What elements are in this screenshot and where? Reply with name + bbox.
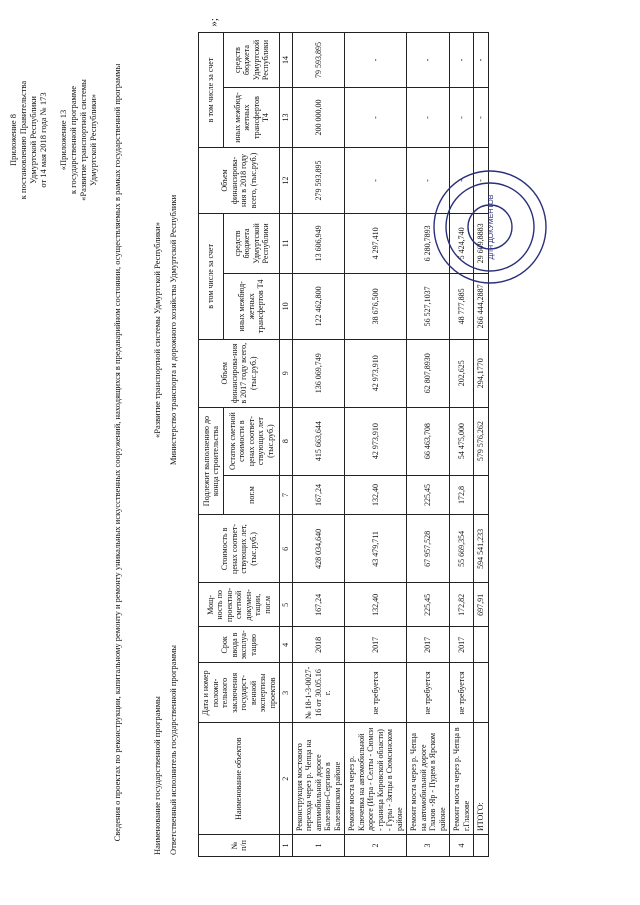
row-commission: 2017	[407, 627, 450, 663]
appendix-spacer	[48, 40, 58, 240]
row-remaining-cost: 415 663,644	[292, 407, 345, 475]
row-ur2018: -	[450, 33, 474, 88]
program-meta	[152, 50, 184, 855]
program-label: Наименование государственной программы	[152, 696, 162, 855]
row-num: 4	[450, 835, 474, 857]
header-cost: Стоимость в ценах соответ-ствующих лет, (тыс.руб.)	[199, 515, 280, 583]
row-ur2017: 6 280,7893	[407, 213, 450, 273]
total-ur2017: 29 609,8883	[474, 213, 489, 273]
row-commission: 2017	[345, 627, 407, 663]
col-index: 7	[280, 475, 293, 515]
row-capacity: 172,82	[450, 583, 474, 627]
header-commission: Срок ввода в эксплуа-тацию	[199, 627, 280, 663]
table-row	[407, 33, 450, 857]
header-fin2018: Объем финансирова-ния в 2018 году всего, (тыс.руб.)	[199, 148, 280, 214]
header-ur2017: средств бюджета Удмуртской Республики	[224, 213, 280, 273]
col-index: 8	[280, 407, 293, 475]
official-seal-stamp	[430, 167, 550, 287]
header-ur2018: средств бюджета Удмуртской Республики	[224, 33, 280, 88]
col-index: 9	[280, 339, 293, 407]
appendix-block	[8, 40, 98, 240]
appendix-line: Удмуртской Республики»	[88, 93, 98, 187]
row-fin2017: 202,625	[450, 339, 474, 407]
row-fin2018: -	[345, 148, 407, 214]
total-row	[474, 33, 489, 857]
row-num: 1	[292, 835, 345, 857]
continuation-mark: »;	[208, 18, 220, 27]
row-tr2018: -	[345, 88, 407, 148]
row-name: Ремонт моста через р. Ключевка на автомобильной дороге (Игра - Селты - Сюмси - граница Кировской области) - Гуры - Зятцы в Сюмсинском районе	[345, 723, 407, 835]
row-ur2018: 79 593,895	[292, 33, 345, 88]
row-capacity: 225,45	[407, 583, 450, 627]
header-tr2018: иных межбюд-жетных трансфертов Т4	[224, 88, 280, 148]
row-cost: 67 957,528	[407, 515, 450, 583]
col-index: 1	[280, 835, 293, 857]
total-remaining-cost: 579 576,262	[474, 407, 489, 475]
col-index: 11	[280, 213, 293, 273]
header-remaining-cost: Остаток сметной стоимости в ценах соответ-ствующих лет (тыс.руб.)	[224, 407, 280, 475]
row-name: Ремонт моста через р. Чепца в г.Глазове	[450, 723, 474, 835]
header-remaining-group: Подлежит выполнению до конца строительства	[199, 407, 224, 515]
appendix-line: Удмуртской Республики	[28, 96, 38, 184]
row-expertise: не требуется	[345, 663, 407, 723]
row-tr2018: -	[407, 88, 450, 148]
header-fin2017: Объем финансирова-ния в 2017 году всего, (тыс.руб.)	[199, 339, 280, 407]
row-tr2017: 48 777,885	[450, 273, 474, 339]
row-remaining-cost: 66 463,708	[407, 407, 450, 475]
row-commission: 2017	[450, 627, 474, 663]
row-remaining-len: 225,45	[407, 475, 450, 515]
appendix-line: «Развитие транспортной системы	[78, 79, 88, 201]
row-tr2018: -	[450, 88, 474, 148]
col-index: 6	[280, 515, 293, 583]
total-tr2018: -	[474, 88, 489, 148]
appendix-line: Приложение 8	[8, 114, 18, 166]
projects-table	[198, 32, 489, 857]
row-remaining-len: 132,40	[345, 475, 407, 515]
header-incl-2018: в том числе за счет	[199, 33, 224, 148]
row-ur2017: 5 424,740	[450, 213, 474, 273]
appendix-line: к постановлению Правительства	[18, 80, 28, 200]
row-cost: 43 479,711	[345, 515, 407, 583]
total-empty	[474, 663, 489, 723]
table-row	[292, 33, 345, 857]
header-incl-2017: в том числе за счет	[199, 213, 224, 339]
row-fin2018: -	[450, 148, 474, 214]
row-remaining-len: 167,24	[292, 475, 345, 515]
row-expertise: не требуется	[450, 663, 474, 723]
total-capacity: 697,91	[474, 583, 489, 627]
row-fin2018: 279 593,895	[292, 148, 345, 214]
program-value: «Развитие транспортной системы Удмуртской Республики»	[152, 222, 162, 438]
row-ur2018: -	[345, 33, 407, 88]
col-index: 2	[280, 723, 293, 835]
row-num: 2	[345, 835, 407, 857]
total-remaining-len	[474, 475, 489, 515]
row-tr2017: 38 676,500	[345, 273, 407, 339]
row-num: 3	[407, 835, 450, 857]
row-fin2017: 136 069,749	[292, 339, 345, 407]
total-cost: 594 541,233	[474, 515, 489, 583]
total-fin2017: 294,1770	[474, 339, 489, 407]
seal-center-text: ДЛЯ ДОКУМЕНТОВ	[488, 194, 495, 260]
total-fin2018: -	[474, 148, 489, 214]
row-fin2017: 42 973,910	[345, 339, 407, 407]
header-remaining-len: пог.м	[224, 475, 280, 515]
row-tr2018: 200 000,00	[292, 88, 345, 148]
table-row	[450, 33, 474, 857]
table-row	[345, 33, 407, 857]
appendix-line: от 14 мая 2018 года № 173	[38, 92, 48, 188]
row-name: Ремонт моста через р. Чепца на автомобильной дороге Глазов -Яр - Пудем в Ярском районе	[407, 723, 450, 835]
document-title: Сведения о проектах по реконструкции, капитальному ремонту и ремонту уникальных искусственных сооружений, находящихся в предаварийном состоянии, осуществляемых в рамках государственной программы	[112, 63, 122, 842]
total-empty	[474, 627, 489, 663]
row-expertise: № 18-1-3-0027-16 от 30.05.16 г.	[292, 663, 345, 723]
header-capacity: Мощ-ность по проектно-сметной докумен-тации, пог.м	[199, 583, 280, 627]
row-tr2017: 56 527,1037	[407, 273, 450, 339]
total-num-cell	[474, 835, 489, 857]
row-ur2017: 13 606,949	[292, 213, 345, 273]
col-index: 5	[280, 583, 293, 627]
row-fin2018: -	[407, 148, 450, 214]
row-tr2017: 122 462,800	[292, 273, 345, 339]
row-ur2018: -	[407, 33, 450, 88]
row-capacity: 132,40	[345, 583, 407, 627]
row-expertise: не требуется	[407, 663, 450, 723]
total-label: ИТОГО:	[474, 723, 489, 835]
appendix-line: к государственной программе	[68, 85, 78, 195]
col-index: 12	[280, 148, 293, 214]
row-commission: 2018	[292, 627, 345, 663]
row-capacity: 167,24	[292, 583, 345, 627]
executor-row	[168, 50, 179, 855]
row-name: Реконструкция мостового перехода через р. Чепца на автомобильной дороге Балезино-Сергино в Балезинском районе	[292, 723, 345, 835]
header-row-1	[199, 33, 224, 857]
row-remaining-len: 172,8	[450, 475, 474, 515]
row-ur2017: 4 297,410	[345, 213, 407, 273]
program-row	[152, 50, 163, 855]
col-index: 13	[280, 88, 293, 148]
header-tr2017: иных межбюд-жетных трансфертов Т4	[224, 273, 280, 339]
executor-label: Ответственный исполнитель государственной программы	[168, 645, 178, 855]
row-remaining-cost: 42 973,910	[345, 407, 407, 475]
total-ur2018: -	[474, 33, 489, 88]
appendix-line: «Приложение 13	[58, 109, 68, 171]
total-tr2017: 266 444,2887	[474, 273, 489, 339]
row-cost: 55 669,354	[450, 515, 474, 583]
header-num: № п/п	[199, 835, 280, 857]
header-expertise: Дата и номер положи-тельного заключения государст-венной экспертизы проектов	[199, 663, 280, 723]
col-index: 10	[280, 273, 293, 339]
executor-value: Министерство транспорта и дорожного хозяйства Удмуртской Республики	[168, 194, 178, 466]
col-index: 4	[280, 627, 293, 663]
col-index: 3	[280, 663, 293, 723]
column-index-row	[280, 33, 293, 857]
row-cost: 428 034,640	[292, 515, 345, 583]
header-name: Наименование объектов	[199, 723, 280, 835]
row-remaining-cost: 54 475,000	[450, 407, 474, 475]
col-index: 14	[280, 33, 293, 88]
row-fin2017: 62 807,8930	[407, 339, 450, 407]
